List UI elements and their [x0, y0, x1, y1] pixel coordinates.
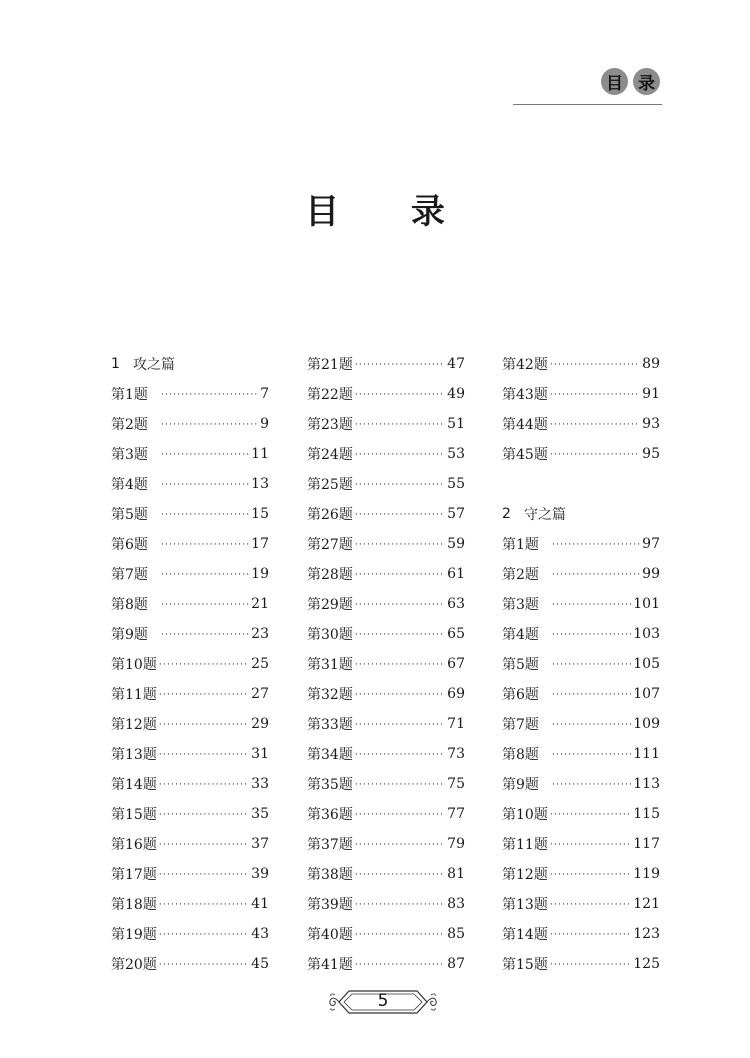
toc-entry-page: 77 — [447, 806, 465, 822]
dot-leader — [159, 840, 249, 850]
toc-entry — [502, 649, 660, 679]
dot-leader — [355, 960, 445, 970]
toc-entry-label: 第3题 — [502, 597, 539, 613]
toc-entry-label: 第38题 — [307, 867, 353, 883]
toc-entry — [307, 949, 465, 979]
dot-leader — [161, 480, 249, 490]
toc-entry-page: 125 — [633, 956, 660, 972]
toc-entry — [111, 589, 269, 619]
dot-leader — [161, 420, 258, 430]
toc-entry — [502, 559, 660, 589]
toc-entry-label: 第5题 — [502, 657, 539, 673]
toc-entry-page: 65 — [447, 626, 465, 642]
toc-entry-label: 第16题 — [111, 837, 157, 853]
dot-leader — [355, 540, 445, 550]
toc-entry — [111, 499, 269, 529]
toc-entry-label: 第4题 — [502, 627, 539, 643]
toc-entry-page: 85 — [447, 926, 465, 942]
toc-entry-label: 第8题 — [502, 747, 539, 763]
toc-entry-label: 第3题 — [111, 447, 148, 463]
toc-entry-label: 第29题 — [307, 597, 353, 613]
toc-entry — [307, 919, 465, 949]
dot-leader — [159, 660, 249, 670]
toc-entry-page: 25 — [251, 656, 269, 672]
toc-entry-label: 第11题 — [502, 837, 548, 853]
toc-entry — [502, 529, 660, 559]
toc-entry — [307, 709, 465, 739]
dot-leader — [355, 690, 445, 700]
toc-entry — [307, 409, 465, 439]
toc-entry-label: 第2题 — [111, 417, 148, 433]
toc-entry-page: 45 — [251, 956, 269, 972]
section-title: 攻之篇 — [133, 357, 175, 373]
toc-entry-page: 119 — [633, 866, 660, 882]
toc-entry — [111, 949, 269, 979]
toc-entry-label: 第5题 — [111, 507, 148, 523]
dot-leader — [355, 720, 445, 730]
toc-entry — [307, 799, 465, 829]
toc-entry-page: 123 — [633, 926, 660, 942]
toc-entry — [502, 619, 660, 649]
toc-entry — [502, 739, 660, 769]
dot-leader — [355, 660, 445, 670]
toc-entry-page: 47 — [447, 356, 465, 372]
toc-column-1 — [111, 349, 269, 979]
toc-entry-label: 第9题 — [111, 627, 148, 643]
toc-entry-label: 第26题 — [307, 507, 353, 523]
toc-entry-label: 第31题 — [307, 657, 353, 673]
toc-entry-label: 第44题 — [502, 417, 548, 433]
toc-entry-page: 57 — [447, 506, 465, 522]
toc-entry — [307, 559, 465, 589]
toc-entry-page: 55 — [447, 476, 465, 492]
dot-leader — [355, 870, 445, 880]
dot-leader — [355, 810, 445, 820]
dot-leader — [159, 750, 249, 760]
toc-entry — [307, 529, 465, 559]
dot-leader — [550, 360, 640, 370]
toc-entry-page: 113 — [633, 776, 660, 792]
toc-entry-label: 第30题 — [307, 627, 353, 643]
toc-entry-page: 103 — [633, 626, 660, 642]
dot-leader — [550, 840, 631, 850]
dot-leader — [159, 930, 249, 940]
toc-entry-page: 21 — [251, 596, 269, 612]
dot-leader — [550, 960, 631, 970]
dot-leader — [550, 450, 640, 460]
toc-entry — [307, 889, 465, 919]
toc-entry-label: 第14题 — [502, 927, 548, 943]
toc-entry-label: 第32题 — [307, 687, 353, 703]
dot-leader — [159, 720, 249, 730]
toc-entry-page: 73 — [447, 746, 465, 762]
toc-entry — [502, 889, 660, 919]
dot-leader — [355, 840, 445, 850]
dot-leader — [550, 420, 640, 430]
toc-entry — [307, 619, 465, 649]
toc-entry — [111, 529, 269, 559]
toc-entry — [307, 349, 465, 379]
page-title: 目 录 — [305, 192, 475, 232]
toc-entry-label: 第34题 — [307, 747, 353, 763]
toc-entry — [502, 379, 660, 409]
dot-leader — [355, 780, 445, 790]
dot-leader — [550, 930, 631, 940]
toc-entry-label: 第19题 — [111, 927, 157, 943]
dot-leader — [355, 450, 445, 460]
toc-entry — [111, 469, 269, 499]
toc-entry-page: 121 — [633, 896, 660, 912]
toc-entry — [307, 499, 465, 529]
toc-entry-page: 67 — [447, 656, 465, 672]
toc-entry-page: 7 — [260, 386, 269, 402]
toc-entry-page: 115 — [633, 806, 660, 822]
toc-entry-page: 97 — [642, 536, 660, 552]
toc-entry-label: 第6题 — [502, 687, 539, 703]
toc-entry-label: 第1题 — [502, 537, 539, 553]
dot-leader — [550, 870, 631, 880]
toc-entry-page: 19 — [251, 566, 269, 582]
dot-leader — [552, 570, 640, 580]
toc-entry — [307, 589, 465, 619]
toc-entry — [502, 949, 660, 979]
toc-entry-page: 29 — [251, 716, 269, 732]
toc-entry — [502, 799, 660, 829]
toc-entry-page: 9 — [260, 416, 269, 432]
toc-entry-page: 107 — [633, 686, 660, 702]
dot-leader — [355, 360, 445, 370]
toc-entry — [111, 379, 269, 409]
toc-column-2 — [307, 349, 465, 979]
toc-entry — [502, 709, 660, 739]
toc-entry-page: 59 — [447, 536, 465, 552]
toc-entry-label: 第23题 — [307, 417, 353, 433]
toc-entry-label: 第11题 — [111, 687, 157, 703]
toc-entry — [111, 709, 269, 739]
dot-leader — [159, 960, 249, 970]
header-badge-char: 录 — [633, 68, 660, 95]
toc-entry — [502, 589, 660, 619]
dot-leader — [355, 930, 445, 940]
dot-leader — [552, 720, 631, 730]
dot-leader — [355, 750, 445, 760]
toc-entry — [307, 469, 465, 499]
toc-entry-label: 第7题 — [502, 717, 539, 733]
toc-entry — [307, 739, 465, 769]
dot-leader — [552, 630, 631, 640]
toc-entry-page: 117 — [633, 836, 660, 852]
toc-entry-label: 第28题 — [307, 567, 353, 583]
toc-entry-page: 71 — [447, 716, 465, 732]
section-number: 2 — [502, 506, 511, 522]
toc-entry-label: 第39题 — [307, 897, 353, 913]
toc-entry-label: 第13题 — [111, 747, 157, 763]
toc-entry-label: 第25题 — [307, 477, 353, 493]
toc-entry — [111, 889, 269, 919]
toc-entry-page: 49 — [447, 386, 465, 402]
toc-entry-page: 81 — [447, 866, 465, 882]
toc-entry-page: 13 — [251, 476, 269, 492]
dot-leader — [550, 810, 631, 820]
dot-leader — [355, 420, 445, 430]
dot-leader — [355, 630, 445, 640]
dot-leader — [355, 390, 445, 400]
dot-leader — [552, 540, 640, 550]
dot-leader — [159, 780, 249, 790]
toc-entry-label: 第24题 — [307, 447, 353, 463]
toc-entry-page: 43 — [251, 926, 269, 942]
dot-leader — [159, 690, 249, 700]
toc-entry-page: 53 — [447, 446, 465, 462]
toc-entry — [111, 829, 269, 859]
toc-entry — [502, 859, 660, 889]
toc-entry-page: 87 — [447, 956, 465, 972]
toc-entry-page: 91 — [642, 386, 660, 402]
toc-entry-page: 111 — [633, 746, 660, 762]
toc-entry-label: 第21题 — [307, 357, 353, 373]
dot-leader — [552, 600, 631, 610]
toc-entry — [307, 859, 465, 889]
toc-entry-page: 109 — [633, 716, 660, 732]
toc-entry-label: 第1题 — [111, 387, 148, 403]
toc-entry-label: 第10题 — [111, 657, 157, 673]
toc-entry-label: 第40题 — [307, 927, 353, 943]
dot-leader — [355, 570, 445, 580]
toc-entry — [307, 679, 465, 709]
toc-entry-page: 23 — [251, 626, 269, 642]
toc-entry-label: 第27题 — [307, 537, 353, 553]
toc-entry — [111, 679, 269, 709]
toc-entry-label: 第15题 — [502, 957, 548, 973]
toc-entry-label: 第17题 — [111, 867, 157, 883]
toc-entry-page: 61 — [447, 566, 465, 582]
toc-entry — [307, 829, 465, 859]
toc-entry-page: 93 — [642, 416, 660, 432]
toc-entry-label: 第14题 — [111, 777, 157, 793]
toc-entry-label: 第13题 — [502, 897, 548, 913]
dot-leader — [161, 600, 249, 610]
toc-entry — [502, 769, 660, 799]
dot-leader — [552, 750, 631, 760]
toc-entry-page: 105 — [633, 656, 660, 672]
toc-entry-label: 第22题 — [307, 387, 353, 403]
toc-spacer — [502, 469, 660, 499]
toc-entry-label: 第41题 — [307, 957, 353, 973]
toc-entry-page: 15 — [251, 506, 269, 522]
toc-entry-page: 37 — [251, 836, 269, 852]
toc-entry — [111, 619, 269, 649]
toc-entry-label: 第20题 — [111, 957, 157, 973]
toc-entry-page: 99 — [642, 566, 660, 582]
dot-leader — [355, 600, 445, 610]
dot-leader — [355, 510, 445, 520]
toc-entry-page: 39 — [251, 866, 269, 882]
section-heading — [111, 349, 269, 379]
dot-leader — [355, 900, 445, 910]
toc-entry — [307, 769, 465, 799]
toc-entry-page: 89 — [642, 356, 660, 372]
dot-leader — [161, 570, 249, 580]
dot-leader — [161, 390, 258, 400]
toc-entry-page: 31 — [251, 746, 269, 762]
toc-entry — [111, 559, 269, 589]
dot-leader — [159, 870, 249, 880]
toc-column-3 — [502, 349, 660, 979]
header-rule — [513, 104, 662, 105]
toc-entry-page: 33 — [251, 776, 269, 792]
toc-entry — [502, 829, 660, 859]
toc-entry — [502, 409, 660, 439]
toc-entry-page: 51 — [447, 416, 465, 432]
toc-entry — [111, 799, 269, 829]
toc-entry-label: 第12题 — [111, 717, 157, 733]
toc-entry-page: 79 — [447, 836, 465, 852]
toc-entry-label: 第18题 — [111, 897, 157, 913]
toc-entry-label: 第9题 — [502, 777, 539, 793]
toc-entry-label: 第43题 — [502, 387, 548, 403]
dot-leader — [161, 510, 249, 520]
toc-entry-label: 第36题 — [307, 807, 353, 823]
toc-entry-page: 11 — [251, 446, 269, 462]
toc-entry — [111, 919, 269, 949]
toc-entry — [111, 409, 269, 439]
toc-entry-page: 69 — [447, 686, 465, 702]
dot-leader — [355, 480, 445, 490]
toc-entry — [111, 649, 269, 679]
toc-entry-label: 第10题 — [502, 807, 548, 823]
toc-entry-page: 75 — [447, 776, 465, 792]
page-number: 5 — [377, 991, 389, 1011]
section-number: 1 — [111, 356, 120, 372]
dot-leader — [552, 780, 631, 790]
toc-entry-page: 95 — [642, 446, 660, 462]
toc-entry-label: 第33题 — [307, 717, 353, 733]
toc-entry — [307, 439, 465, 469]
toc-entry-page: 27 — [251, 686, 269, 702]
toc-entry-page: 41 — [251, 896, 269, 912]
dot-leader — [161, 540, 249, 550]
toc-entry — [307, 649, 465, 679]
toc-entry — [502, 679, 660, 709]
section-title: 守之篇 — [524, 507, 566, 523]
toc-entry-label: 第12题 — [502, 867, 548, 883]
section-heading — [502, 499, 660, 529]
dot-leader — [552, 690, 631, 700]
header-badge-char: 目 — [601, 68, 628, 95]
toc-entry-label: 第45题 — [502, 447, 548, 463]
toc-entry-page: 17 — [251, 536, 269, 552]
toc-entry-label: 第42题 — [502, 357, 548, 373]
toc-entry — [111, 769, 269, 799]
toc-entry — [502, 919, 660, 949]
toc-entry-page: 83 — [447, 896, 465, 912]
toc-entry-label: 第37题 — [307, 837, 353, 853]
toc-entry-label: 第35题 — [307, 777, 353, 793]
toc-entry — [502, 439, 660, 469]
toc-entry-page: 101 — [633, 596, 660, 612]
dot-leader — [161, 450, 249, 460]
toc-entry-label: 第2题 — [502, 567, 539, 583]
toc-entry — [111, 739, 269, 769]
toc-entry-label: 第7题 — [111, 567, 148, 583]
dot-leader — [552, 660, 631, 670]
toc-entry-label: 第15题 — [111, 807, 157, 823]
toc-entry — [111, 439, 269, 469]
toc-entry-page: 35 — [251, 806, 269, 822]
dot-leader — [550, 900, 631, 910]
toc-entry — [307, 379, 465, 409]
toc-entry — [502, 349, 660, 379]
toc-entry — [111, 859, 269, 889]
dot-leader — [159, 900, 249, 910]
dot-leader — [161, 630, 249, 640]
toc-entry-label: 第8题 — [111, 597, 148, 613]
dot-leader — [550, 390, 640, 400]
toc-entry-label: 第6题 — [111, 537, 148, 553]
page-number-ornament — [327, 985, 439, 1019]
toc-entry-page: 63 — [447, 596, 465, 612]
header-badge — [601, 68, 660, 95]
toc-entry-label: 第4题 — [111, 477, 148, 493]
dot-leader — [159, 810, 249, 820]
